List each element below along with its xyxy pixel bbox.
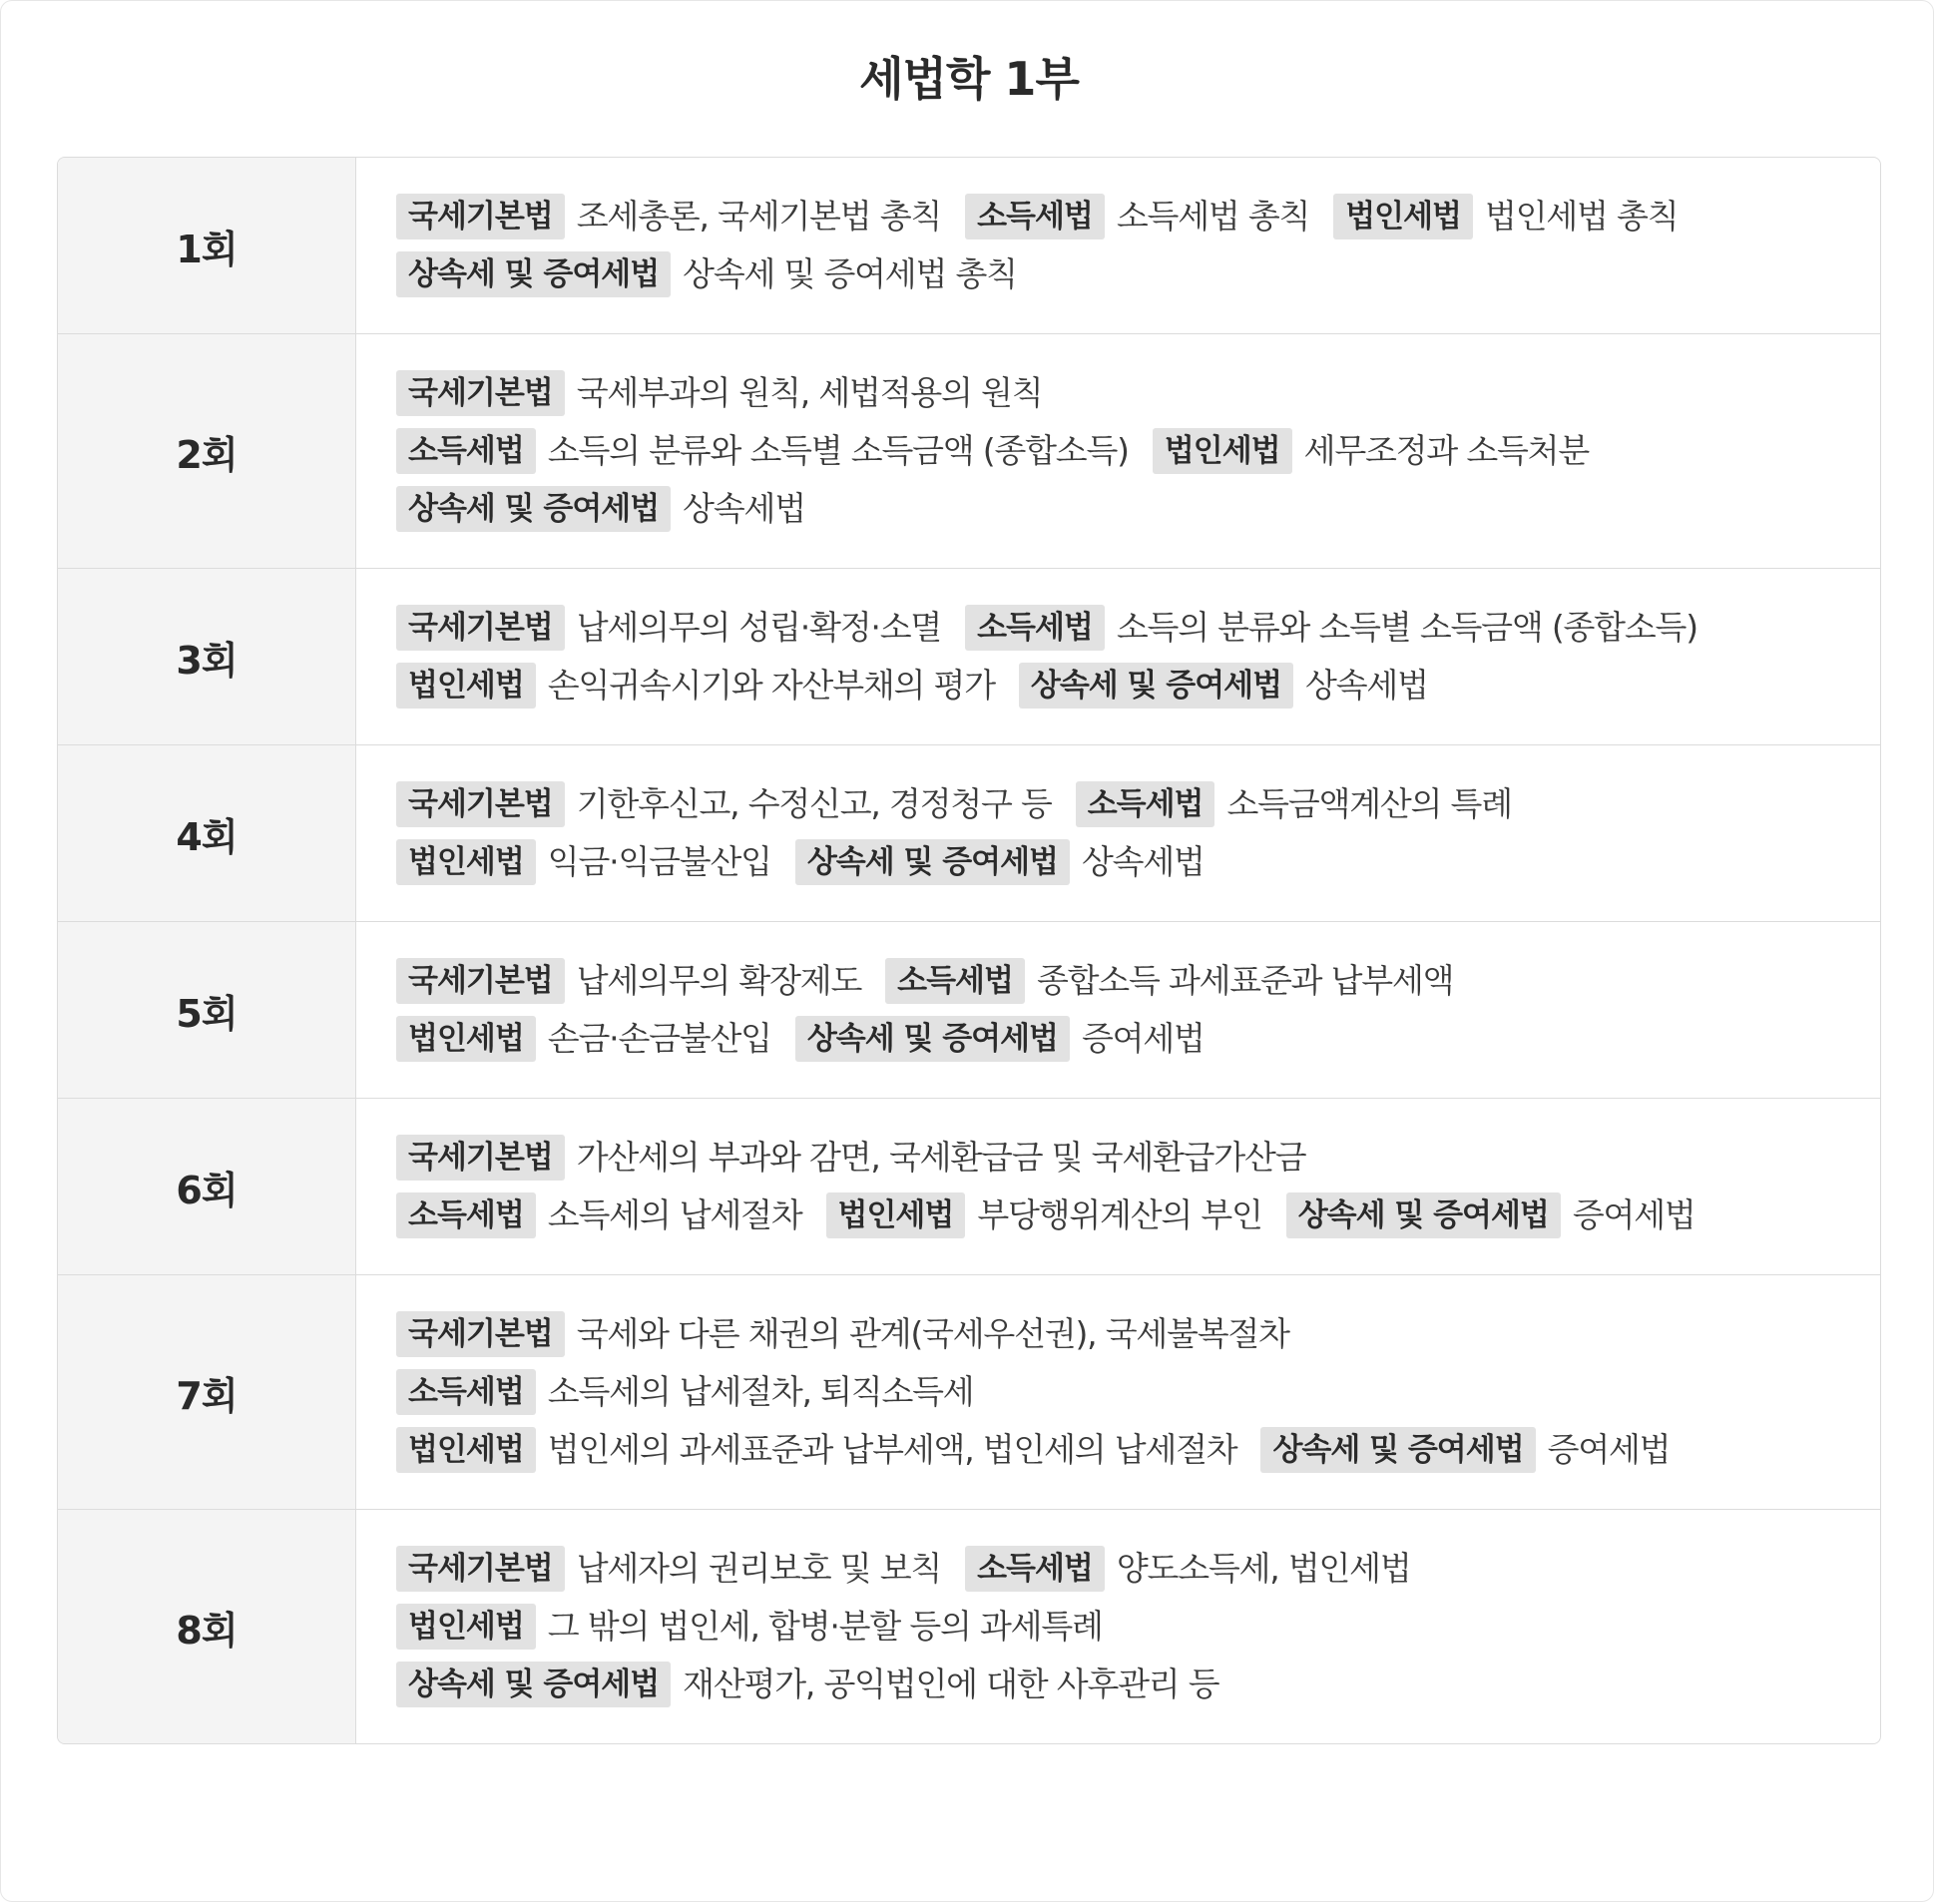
topic-item: [396, 1546, 941, 1592]
topic-item: [885, 958, 1453, 1004]
session-label: 7회: [58, 1275, 356, 1509]
session-label: 2회: [58, 334, 356, 568]
topic-line: [396, 369, 1856, 417]
law-tag: 법인세법: [1153, 428, 1292, 474]
topic-item: [396, 370, 1042, 416]
topic-item: [396, 958, 861, 1004]
topic-item: [1286, 1192, 1695, 1238]
topic-item: [396, 1311, 1289, 1357]
topic-item: [396, 1604, 1103, 1650]
topic-item: [396, 1016, 771, 1062]
law-tag: 국세기본법: [396, 958, 565, 1004]
topic-text: 상속세법: [683, 489, 805, 528]
topic-text: 납세의무의 확장제도: [576, 961, 862, 1000]
session-topics: [356, 158, 1880, 333]
topic-line: [396, 1661, 1856, 1708]
topic-text: 납세의무의 성립·확정·소멸: [576, 608, 942, 647]
law-tag: 소득세법: [965, 605, 1105, 651]
topic-line: [396, 780, 1856, 828]
topic-line: [396, 1545, 1856, 1593]
topic-text: 재산평가, 공익법인에 대한 사후관리 등: [683, 1665, 1219, 1703]
topic-text: 법인세법 총칙: [1485, 197, 1679, 236]
topic-item: [826, 1192, 1262, 1238]
topic-line: [396, 485, 1856, 533]
schedule-table: [57, 157, 1881, 1744]
law-tag: 법인세법: [396, 1604, 536, 1650]
topic-item: [396, 1427, 1236, 1473]
law-tag: 법인세법: [396, 1016, 536, 1062]
table-row: [58, 158, 1880, 333]
topic-text: 증여세법: [1082, 1019, 1205, 1058]
topic-text: 양도소득세, 법인세법: [1116, 1549, 1411, 1588]
topic-text: 소득세의 납세절차: [547, 1195, 802, 1234]
topic-text: 손익귀속시기와 자산부채의 평가: [547, 666, 995, 705]
session-label: 8회: [58, 1510, 356, 1743]
law-tag: 국세기본법: [396, 1311, 565, 1357]
table-row: [58, 568, 1880, 744]
topic-item: [396, 1135, 1305, 1181]
law-tag: 소득세법: [965, 1546, 1105, 1592]
session-topics: [356, 569, 1880, 744]
topic-item: [795, 1016, 1205, 1062]
topic-item: [1019, 663, 1428, 709]
law-tag: 상속세 및 증여세법: [1260, 1427, 1535, 1473]
topic-item: [396, 1369, 973, 1415]
table-row: [58, 333, 1880, 568]
topic-text: 가산세의 부과와 감면, 국세환급금 및 국세환급가산금: [576, 1138, 1306, 1177]
law-tag: 소득세법: [396, 1369, 536, 1415]
session-topics: [356, 922, 1880, 1098]
topic-text: 종합소득 과세표준과 납부세액: [1036, 961, 1454, 1000]
topic-text: 국세부과의 원칙, 세법적용의 원칙: [576, 373, 1043, 412]
topic-line: [396, 1015, 1856, 1063]
topic-line: [396, 1134, 1856, 1182]
law-tag: 법인세법: [826, 1192, 966, 1238]
topic-text: 세무조정과 소득처분: [1303, 431, 1590, 470]
session-label: 1회: [58, 158, 356, 333]
topic-text: 소득세의 납세절차, 퇴직소득세: [547, 1372, 974, 1411]
topic-item: [965, 1546, 1410, 1592]
topic-text: 익금·익금불산입: [547, 842, 771, 881]
session-topics: [356, 745, 1880, 921]
law-tag: 법인세법: [396, 839, 536, 885]
session-topics: [356, 334, 1880, 568]
topic-line: [396, 1310, 1856, 1358]
session-label: 5회: [58, 922, 356, 1098]
topic-item: [396, 1662, 1218, 1707]
topic-line: [396, 838, 1856, 886]
law-tag: 상속세 및 증여세법: [1019, 663, 1293, 709]
topic-line: [396, 604, 1856, 652]
law-tag: 상속세 및 증여세법: [396, 251, 671, 297]
table-row: [58, 921, 1880, 1098]
topic-line: [396, 662, 1856, 710]
law-tag: 소득세법: [396, 1192, 536, 1238]
law-tag: 상속세 및 증여세법: [396, 486, 671, 532]
topic-text: 조세총론, 국세기본법 총칙: [576, 197, 942, 236]
law-tag: 상속세 및 증여세법: [795, 839, 1070, 885]
topic-text: 증여세법: [1572, 1195, 1695, 1234]
topic-text: 소득의 분류와 소득별 소득금액 (종합소득): [1116, 608, 1697, 647]
topic-text: 부당행위계산의 부인: [977, 1195, 1262, 1234]
topic-text: 손금·손금불산입: [547, 1019, 771, 1058]
topic-line: [396, 193, 1856, 240]
topic-item: [795, 839, 1205, 885]
topic-text: 상속세 및 증여세법 총칙: [683, 254, 1017, 293]
table-row: [58, 1274, 1880, 1509]
topic-item: [396, 428, 1129, 474]
topic-text: 그 밖의 법인세, 합병·분할 등의 과세특례: [547, 1607, 1103, 1646]
topic-item: [965, 194, 1309, 239]
topic-line: [396, 427, 1856, 475]
topic-item: [396, 251, 1017, 297]
law-tag: 상속세 및 증여세법: [1286, 1192, 1561, 1238]
topic-item: [1153, 428, 1589, 474]
table-row: [58, 1509, 1880, 1743]
topic-text: 상속세법: [1082, 842, 1205, 881]
law-tag: 국세기본법: [396, 370, 565, 416]
table-row: [58, 1098, 1880, 1274]
session-topics: [356, 1510, 1880, 1743]
law-tag: 국세기본법: [396, 194, 565, 239]
law-tag: 상속세 및 증여세법: [396, 1662, 671, 1707]
topic-text: 증여세법: [1547, 1430, 1671, 1469]
law-tag: 국세기본법: [396, 605, 565, 651]
topic-item: [1333, 194, 1678, 239]
topic-item: [396, 194, 941, 239]
law-tag: 국세기본법: [396, 1546, 565, 1592]
topic-text: 국세와 다른 채권의 관계(국세우선권), 국세불복절차: [576, 1314, 1289, 1353]
law-tag: 상속세 및 증여세법: [795, 1016, 1070, 1062]
law-tag: 소득세법: [396, 428, 536, 474]
topic-text: 납세자의 권리보호 및 보칙: [576, 1549, 942, 1588]
topic-line: [396, 1191, 1856, 1239]
session-topics: [356, 1099, 1880, 1274]
topic-line: [396, 1368, 1856, 1416]
topic-text: 소득세법 총칙: [1116, 197, 1310, 236]
topic-item: [396, 605, 941, 651]
law-tag: 소득세법: [885, 958, 1025, 1004]
topic-text: 소득의 분류와 소득별 소득금액 (종합소득): [547, 431, 1129, 470]
topic-text: 소득금액계산의 특례: [1226, 784, 1512, 823]
law-tag: 법인세법: [1333, 194, 1473, 239]
law-tag: 법인세법: [396, 663, 536, 709]
topic-line: [396, 250, 1856, 298]
topic-item: [396, 1192, 802, 1238]
session-label: 3회: [58, 569, 356, 744]
topic-line: [396, 1603, 1856, 1651]
topic-item: [396, 781, 1052, 827]
topic-item: [396, 839, 771, 885]
topic-line: [396, 957, 1856, 1005]
law-tag: 국세기본법: [396, 781, 565, 827]
table-row: [58, 744, 1880, 921]
law-tag: 소득세법: [1076, 781, 1215, 827]
session-label: 6회: [58, 1099, 356, 1274]
topic-text: 법인세의 과세표준과 납부세액, 법인세의 납세절차: [547, 1430, 1237, 1469]
session-topics: [356, 1275, 1880, 1509]
law-tag: 법인세법: [396, 1427, 536, 1473]
topic-item: [965, 605, 1697, 651]
session-label: 4회: [58, 745, 356, 921]
law-tag: 국세기본법: [396, 1135, 565, 1181]
topic-item: [396, 486, 805, 532]
topic-item: [1260, 1427, 1670, 1473]
law-tag: 소득세법: [965, 194, 1105, 239]
topic-text: 기한후신고, 수정신고, 경정청구 등: [576, 784, 1052, 823]
topic-item: [396, 663, 995, 709]
topic-line: [396, 1426, 1856, 1474]
topic-item: [1076, 781, 1512, 827]
topic-text: 상속세법: [1305, 666, 1428, 705]
page-title: 세법학 1부: [859, 52, 1079, 106]
